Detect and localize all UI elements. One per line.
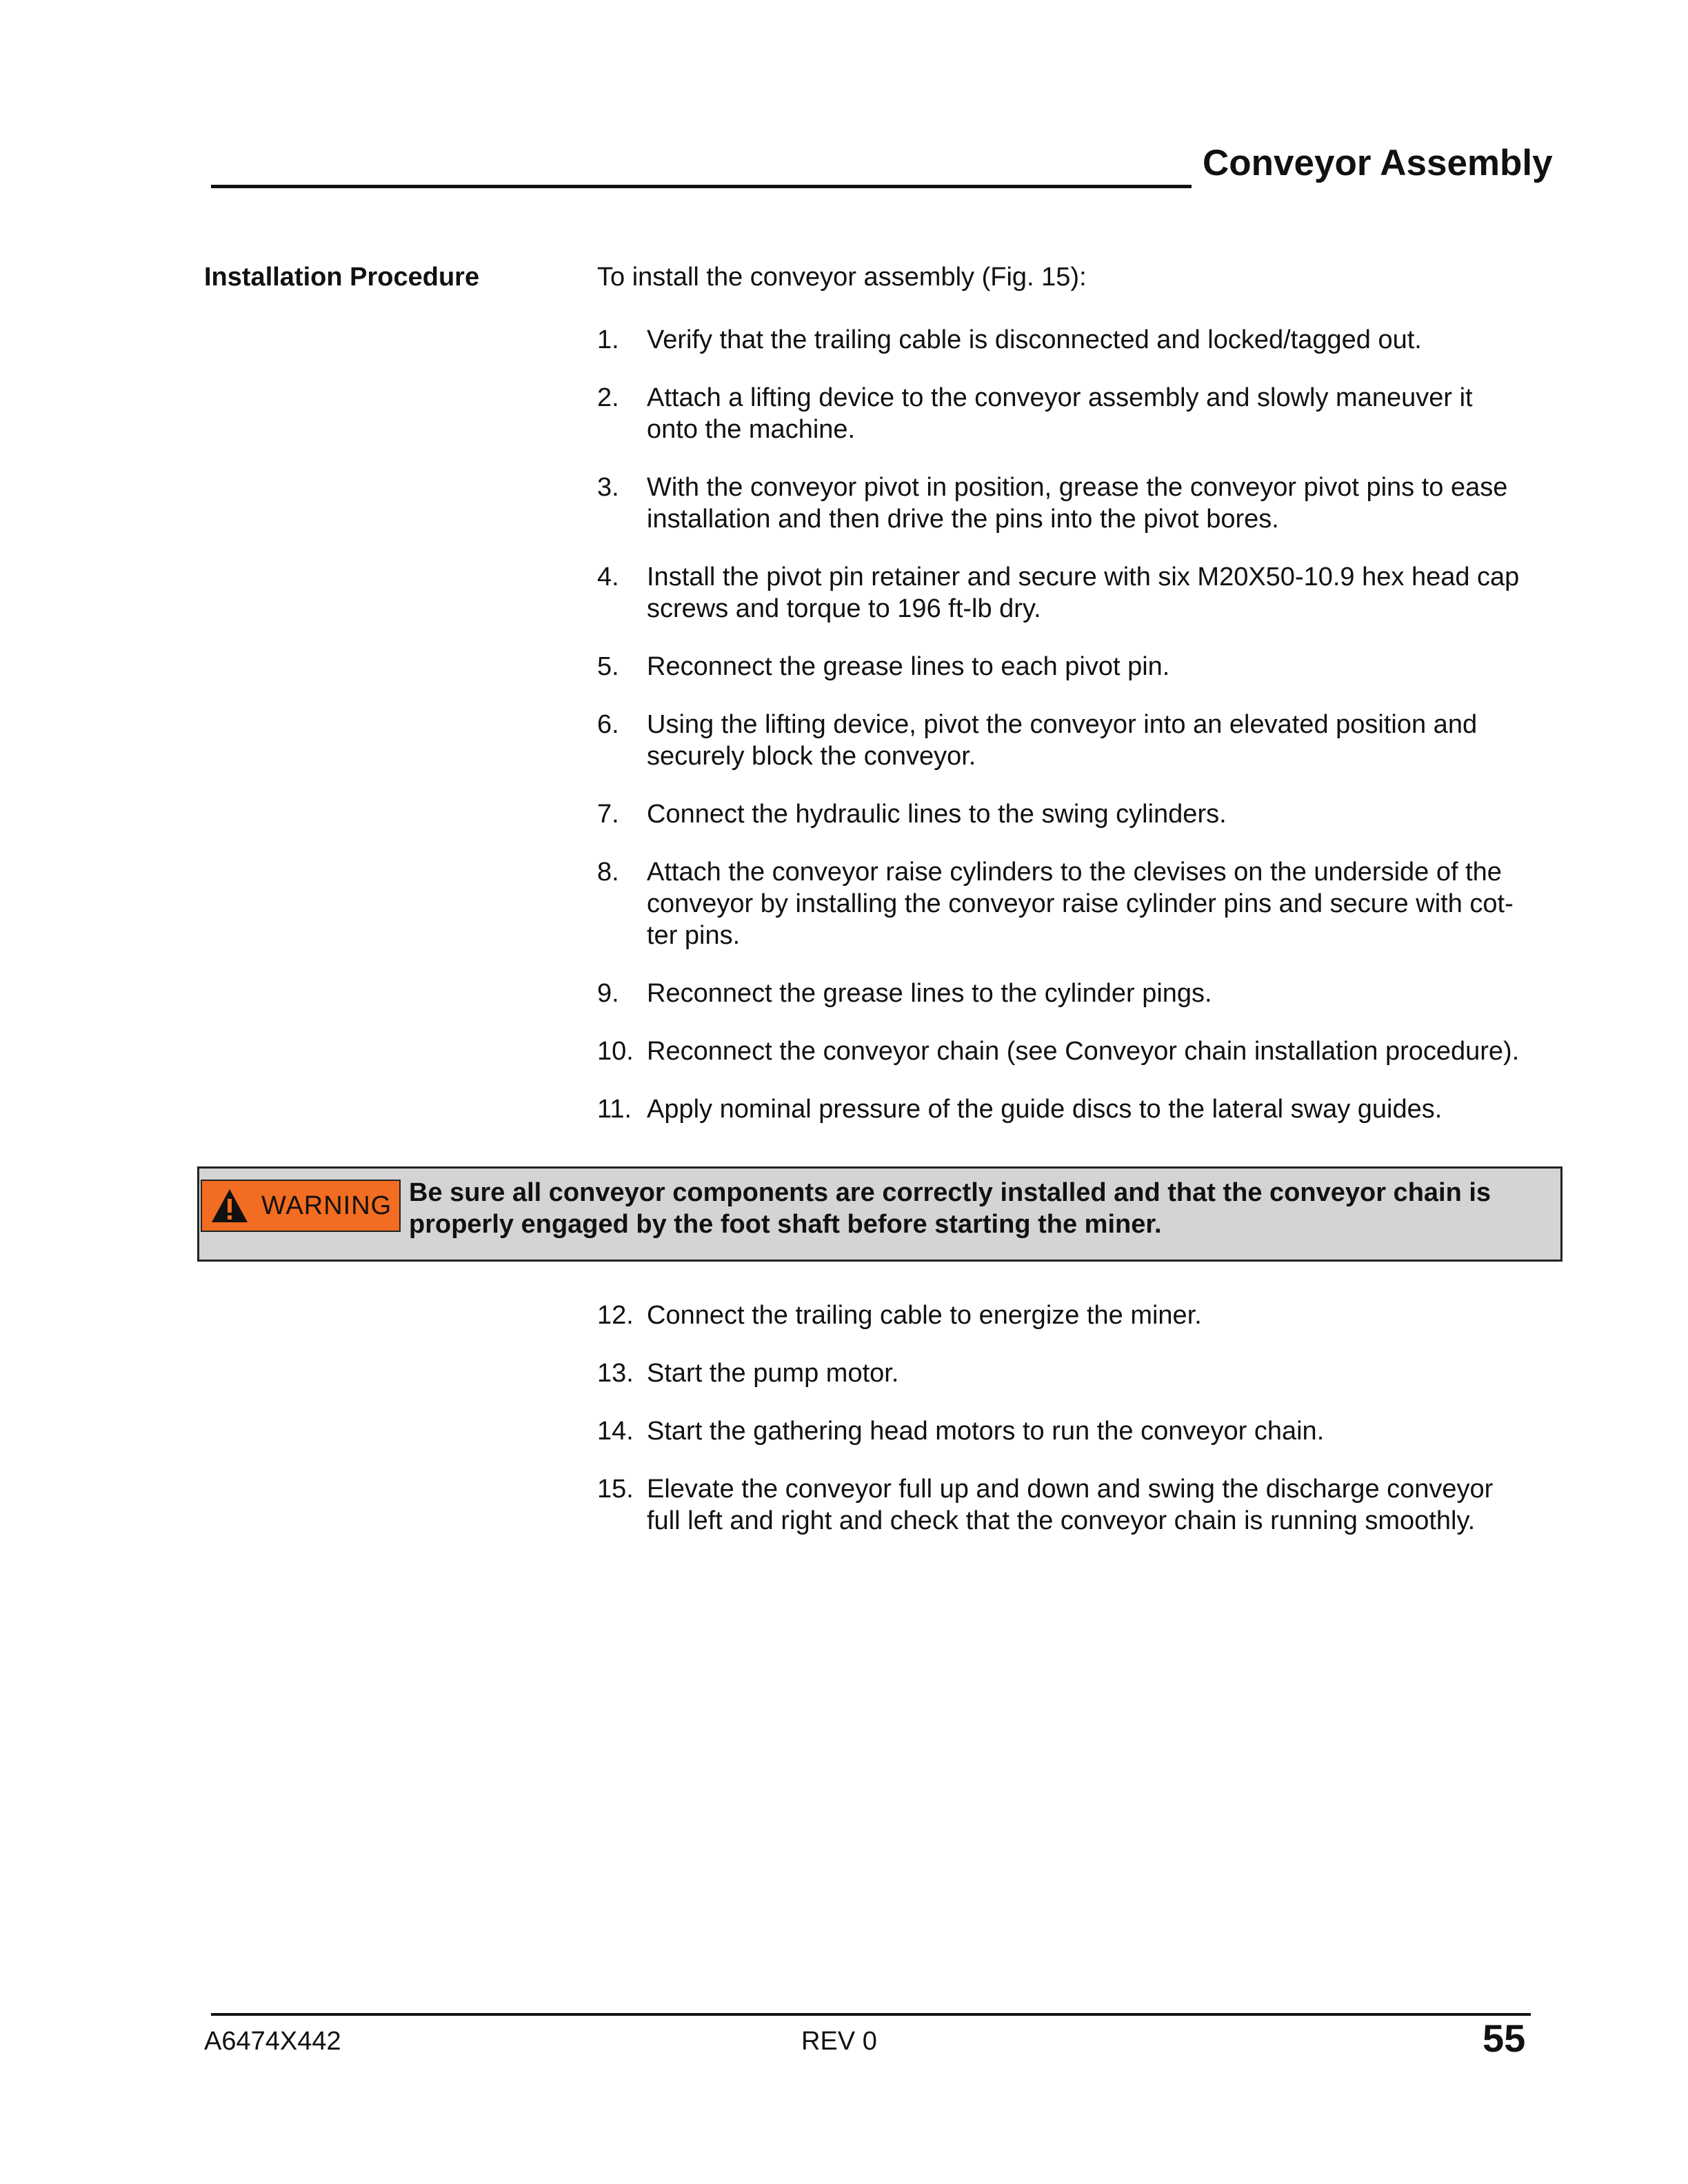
step-number: 12. [597, 1301, 634, 1330]
step-number: 3. [597, 473, 619, 502]
side-heading: Installation Procedure [204, 263, 480, 292]
step-text: Start the gathering head motors to run the conveyor chain. [647, 1417, 1325, 1446]
step-number: 8. [597, 858, 619, 887]
step-text: Elevate the conveyor full up and down and swing the discharge conveyor full left and right and check that the conveyor chain is running smoothly. [647, 1475, 1494, 1535]
step-item [597, 1473, 1576, 1537]
step-text: Connect the trailing cable to energize the miner. [647, 1301, 1202, 1330]
step-item [597, 324, 1576, 356]
step-number: 15. [597, 1475, 634, 1504]
step-item [597, 798, 1576, 830]
warning-badge [201, 1180, 401, 1232]
step-item [597, 978, 1576, 1009]
step-item [597, 709, 1576, 772]
step-text: Connect the hydraulic lines to the swing cylinders. [647, 800, 1227, 829]
step-number: 5. [597, 652, 619, 681]
step-text: Apply nominal pressure of the guide discs to the lateral sway guides. [647, 1095, 1443, 1124]
step-item [597, 472, 1576, 535]
step-text: Reconnect the conveyor chain (see Conveyor chain installation procedure). [647, 1037, 1520, 1066]
step-text: Using the lifting device, pivot the conveyor into an elevated position and securely block the conveyor. [647, 710, 1478, 771]
step-text: Reconnect the grease lines to the cylinder pings. [647, 979, 1212, 1008]
step-number: 13. [597, 1359, 634, 1388]
page-number: 55 [1483, 2016, 1526, 2060]
step-item [597, 856, 1576, 951]
step-item [597, 651, 1576, 682]
header-rule [211, 185, 1192, 188]
step-item [597, 382, 1576, 445]
revision-label: REV 0 [801, 2027, 877, 2056]
step-text: Attach a lifting device to the conveyor assembly and slowly maneuver it onto the machine. [647, 383, 1473, 444]
step-item [597, 1415, 1576, 1447]
step-item [597, 1093, 1576, 1125]
warning-triangle-icon [210, 1188, 249, 1224]
step-number: 4. [597, 563, 619, 592]
step-number: 9. [597, 979, 619, 1008]
warning-box [197, 1166, 1563, 1262]
step-number: 1. [597, 325, 619, 354]
step-text: Start the pump motor. [647, 1359, 899, 1388]
warning-text: Be sure all conveyor components are correctly installed and that the conveyor chain is properly engaged by the foot shaft before starting the miner. [409, 1178, 1491, 1239]
step-item [597, 1357, 1576, 1389]
intro-text: To install the conveyor assembly (Fig. 15): [597, 263, 1087, 292]
step-text: Reconnect the grease lines to each pivot pin. [647, 652, 1170, 681]
document-id: A6474X442 [204, 2027, 341, 2056]
warning-label: WARNING [261, 1191, 392, 1220]
step-item [597, 1035, 1576, 1067]
step-text: Install the pivot pin retainer and secure with six M20X50-10.9 hex head cap screws and torque to 196 ft-lb dry. [647, 563, 1520, 623]
step-number: 14. [597, 1417, 634, 1446]
steps-list-part1 [597, 324, 1576, 1151]
step-text: Attach the conveyor raise cylinders to the clevises on the underside of the conveyor by installing the conveyor raise cylinder pins and secure with cot- ter pins. [647, 858, 1514, 950]
section-title: Conveyor Assembly [1203, 143, 1553, 183]
step-number: 10. [597, 1037, 634, 1066]
step-number: 6. [597, 710, 619, 739]
step-text: With the conveyor pivot in position, grease the conveyor pivot pins to ease installation and then drive the pins into the pivot bores. [647, 473, 1508, 534]
footer-rule [211, 2013, 1531, 2016]
step-text: Verify that the trailing cable is disconnected and locked/tagged out. [647, 325, 1422, 354]
steps-list-part2 [597, 1300, 1576, 1563]
step-number: 7. [597, 800, 619, 829]
step-item [597, 561, 1576, 625]
step-number: 2. [597, 383, 619, 412]
step-number: 11. [597, 1095, 632, 1124]
step-item [597, 1300, 1576, 1331]
